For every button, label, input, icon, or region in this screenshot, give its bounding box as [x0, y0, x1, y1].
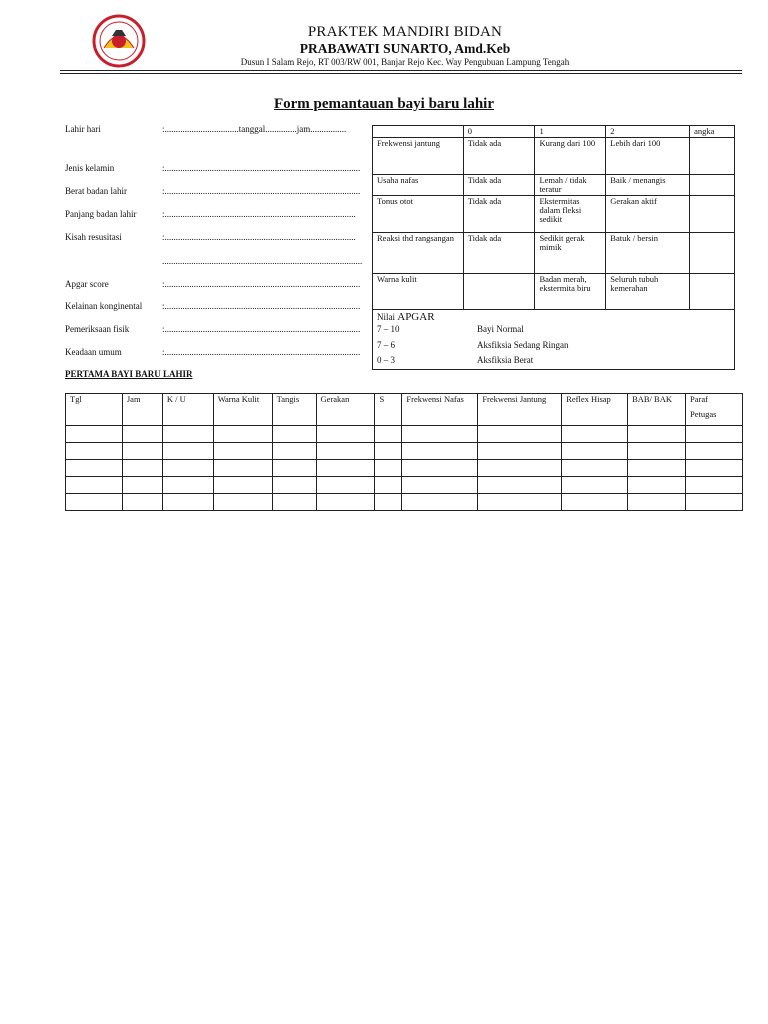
obs-cell[interactable]	[66, 460, 123, 477]
obs-cell[interactable]	[66, 443, 123, 460]
obs-cell[interactable]	[272, 426, 316, 443]
apgar-cell: Gerakan aktif	[606, 195, 690, 232]
apgar-cell: Reaksi thd rangsangan	[373, 232, 464, 273]
obs-cell[interactable]	[478, 477, 562, 494]
apgar-row	[373, 232, 735, 273]
obs-header-cell: BAB/ BAK	[628, 394, 686, 426]
apgar-legend	[373, 309, 735, 369]
label-keadaan: Keadaan umum	[65, 347, 122, 357]
obs-header-cell: K / U	[162, 394, 213, 426]
apgar-header-cell: angka	[690, 126, 735, 138]
field-lahir-hari[interactable]: :.................................tanggal..............jam................	[162, 124, 347, 134]
apgar-header-row	[373, 126, 735, 138]
apgar-legend-item	[377, 356, 730, 365]
apgar-desc: Aksfiksia Berat	[477, 355, 534, 366]
obs-row	[66, 494, 743, 511]
obs-cell[interactable]	[213, 426, 272, 443]
paraf-label: Paraf	[689, 394, 708, 404]
obs-cell[interactable]	[213, 443, 272, 460]
obs-cell[interactable]	[162, 443, 213, 460]
apgar-score-cell[interactable]	[690, 273, 735, 309]
obs-header-cell: Tangis	[272, 394, 316, 426]
obs-header-cell: Frekwensi Jantung	[478, 394, 562, 426]
obs-cell[interactable]	[478, 494, 562, 511]
apgar-cell: Tidak ada	[463, 195, 535, 232]
obs-header-cell: Reflex Hisap	[562, 394, 628, 426]
apgar-range: 7 – 10	[377, 324, 400, 335]
obs-cell[interactable]	[628, 426, 686, 443]
midwife-name: PRABAWATI SUNARTO, Amd.Keb	[299, 41, 511, 56]
obs-cell[interactable]	[478, 460, 562, 477]
obs-cell[interactable]	[122, 426, 162, 443]
clinic-address: Dusun I Salam Rejo, RT 003/RW 001, Banjar Rejo Kec. Way Pengubuan Lampung Tengah	[240, 57, 570, 67]
petugas-label: Petugas	[689, 408, 717, 419]
apgar-header-cell: 2	[606, 126, 690, 138]
label-lahir-hari: Lahir hari	[65, 124, 101, 134]
obs-cell[interactable]	[272, 460, 316, 477]
field-kisah[interactable]: :.....................................................................................	[162, 232, 356, 242]
obs-cell[interactable]	[316, 477, 375, 494]
apgar-cell	[463, 273, 535, 309]
obs-cell[interactable]	[685, 477, 742, 494]
apgar-row	[373, 137, 735, 174]
apgar-header-cell: 0	[463, 126, 535, 138]
obs-cell[interactable]	[402, 494, 478, 511]
obs-cell[interactable]	[628, 477, 686, 494]
apgar-row	[373, 195, 735, 232]
label-berat: Berat badan lahir	[65, 186, 127, 196]
apgar-legend-row	[373, 309, 735, 369]
obs-cell[interactable]	[628, 443, 686, 460]
obs-cell[interactable]	[162, 460, 213, 477]
apgar-desc: Bayi Normal	[477, 324, 524, 335]
apgar-header-cell	[373, 126, 464, 138]
header-divider-2	[60, 73, 742, 74]
obs-cell[interactable]	[562, 494, 628, 511]
obs-cell[interactable]	[375, 460, 402, 477]
obs-cell[interactable]	[685, 460, 742, 477]
obs-cell[interactable]	[562, 443, 628, 460]
obs-cell[interactable]	[162, 494, 213, 511]
obs-cell[interactable]	[685, 494, 742, 511]
apgar-legend-item	[377, 325, 730, 334]
obs-cell[interactable]	[375, 443, 402, 460]
obs-cell[interactable]	[122, 477, 162, 494]
obs-cell[interactable]	[402, 426, 478, 443]
apgar-cell: Usaha nafas	[373, 174, 464, 195]
clinic-type: PRAKTEK MANDIRI BIDAN	[307, 24, 503, 40]
obs-cell[interactable]	[122, 494, 162, 511]
obs-row	[66, 443, 743, 460]
obs-header-row	[66, 394, 743, 426]
field-apgar[interactable]: :.......................................................................................	[162, 279, 361, 289]
form-title: Form pemantauan bayi baru lahir	[273, 96, 495, 112]
obs-cell[interactable]	[628, 494, 686, 511]
apgar-cell: Badan merah, ekstermita biru	[535, 273, 606, 309]
apgar-cell: Frekwensi jantung	[373, 137, 464, 174]
field-kelainan[interactable]: :.......................................................................................	[162, 301, 361, 311]
obs-cell[interactable]	[478, 443, 562, 460]
apgar-table	[372, 125, 735, 370]
obs-cell[interactable]	[402, 477, 478, 494]
obs-cell[interactable]	[316, 426, 375, 443]
obs-cell[interactable]	[272, 494, 316, 511]
obs-cell[interactable]	[375, 426, 402, 443]
field-jenis-kelamin[interactable]: :.......................................................................................	[162, 163, 361, 173]
obs-cell[interactable]	[213, 494, 272, 511]
obs-body	[66, 426, 743, 511]
obs-cell[interactable]	[213, 477, 272, 494]
label-kelainan: Kelainan konginental	[65, 301, 143, 311]
label-apgar: Apgar score	[65, 279, 109, 289]
apgar-score-cell[interactable]	[690, 232, 735, 273]
apgar-cell: Batuk / bersin	[606, 232, 690, 273]
label-pemeriksaan: Pemeriksaan fisik	[65, 324, 130, 334]
obs-cell[interactable]	[562, 460, 628, 477]
obs-row	[66, 426, 743, 443]
apgar-cell: Lemah / tidak teratur	[535, 174, 606, 195]
obs-cell[interactable]	[272, 443, 316, 460]
obs-cell[interactable]	[628, 460, 686, 477]
obs-header-cell: Jam	[122, 394, 162, 426]
apgar-cell: Ekstermitas dalam fleksi sedikit	[535, 195, 606, 232]
obs-cell[interactable]	[66, 477, 123, 494]
observation-table	[65, 393, 743, 511]
obs-cell[interactable]	[402, 443, 478, 460]
obs-cell[interactable]	[402, 460, 478, 477]
apgar-legend-prefix: Nilai	[377, 311, 395, 322]
apgar-legend-heading: APGAR	[397, 310, 435, 323]
apgar-cell: Tidak ada	[463, 137, 535, 174]
apgar-score-cell[interactable]	[690, 137, 735, 174]
apgar-legend-title	[377, 312, 730, 324]
obs-cell[interactable]	[122, 443, 162, 460]
obs-cell[interactable]	[685, 443, 742, 460]
apgar-header-cell: 1	[535, 126, 606, 138]
obs-cell[interactable]	[562, 426, 628, 443]
label-jenis-kelamin: Jenis kelamin	[65, 163, 115, 173]
obs-header-cell-paraf	[685, 394, 742, 426]
apgar-score-cell[interactable]	[690, 174, 735, 195]
apgar-cell: Lebih dari 100	[606, 137, 690, 174]
obs-header-cell: Tgl	[66, 394, 123, 426]
obs-cell[interactable]	[162, 426, 213, 443]
apgar-cell: Sedikit gerak mimik	[535, 232, 606, 273]
header-divider	[60, 70, 742, 71]
apgar-cell: Warna kulit	[373, 273, 464, 309]
field-panjang[interactable]: :.....................................................................................	[162, 209, 356, 219]
apgar-cell: Tidak ada	[463, 232, 535, 273]
apgar-range: 0 – 3	[377, 355, 395, 366]
obs-cell[interactable]	[316, 460, 375, 477]
apgar-row	[373, 273, 735, 309]
obs-cell[interactable]	[478, 426, 562, 443]
obs-row	[66, 460, 743, 477]
apgar-cell: Kurang dari 100	[535, 137, 606, 174]
obs-cell[interactable]	[272, 477, 316, 494]
obs-row	[66, 477, 743, 494]
apgar-desc: Aksfiksia Sedang Ringan	[477, 339, 569, 350]
field-berat[interactable]: :.......................................................................................	[162, 186, 361, 196]
obs-cell[interactable]	[122, 460, 162, 477]
obs-header-cell: Frekwensi Nafas	[402, 394, 478, 426]
obs-cell[interactable]	[562, 477, 628, 494]
label-kisah: Kisah resusitasi	[65, 232, 122, 242]
label-panjang: Panjang badan lahir	[65, 209, 137, 219]
obs-cell[interactable]	[316, 494, 375, 511]
field-kisah-line2[interactable]: .........................................................................................	[162, 256, 363, 266]
obs-cell[interactable]	[66, 494, 123, 511]
obs-header-cell: S	[375, 394, 402, 426]
obs-cell[interactable]	[375, 494, 402, 511]
obs-cell[interactable]	[162, 477, 213, 494]
field-pemeriksaan[interactable]: :.......................................................................................	[162, 324, 361, 334]
apgar-range: 7 – 6	[377, 339, 395, 350]
obs-header-cell: Gerakan	[316, 394, 375, 426]
field-keadaan[interactable]: :.......................................................................................	[162, 347, 361, 357]
section-title: PERTAMA BAYI BARU LAHIR	[65, 369, 193, 379]
obs-cell[interactable]	[685, 426, 742, 443]
obs-header-cell: Warna Kulit	[213, 394, 272, 426]
obs-cell[interactable]	[316, 443, 375, 460]
apgar-score-cell[interactable]	[690, 195, 735, 232]
obs-cell[interactable]	[66, 426, 123, 443]
apgar-row	[373, 174, 735, 195]
obs-cell[interactable]	[213, 460, 272, 477]
ibi-logo	[92, 14, 146, 68]
obs-cell[interactable]	[375, 477, 402, 494]
apgar-legend-item	[377, 341, 730, 350]
apgar-cell: Tonus otot	[373, 195, 464, 232]
apgar-cell: Baik / menangis	[606, 174, 690, 195]
apgar-cell: Tidak ada	[463, 174, 535, 195]
apgar-cell: Seluruh tubuh kemerahan	[606, 273, 690, 309]
